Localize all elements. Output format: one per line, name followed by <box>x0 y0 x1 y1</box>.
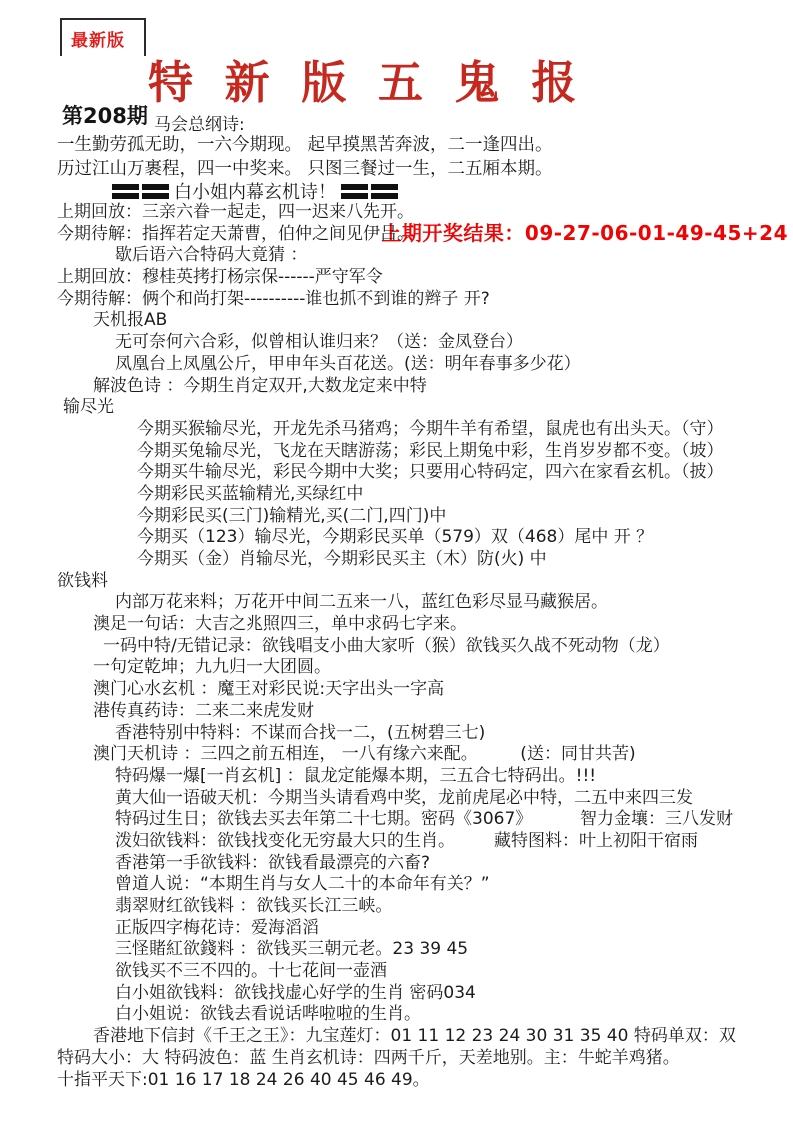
page-title: 特 新 版 五 鬼 报 <box>148 56 585 109</box>
line-text: 天机报AB <box>93 310 168 331</box>
line-text: 内部万花来料；万花开中间二五来一八，蓝红色彩尽显马藏猴居。 <box>115 592 608 613</box>
text-line <box>57 376 788 398</box>
text-line <box>57 961 788 983</box>
line-text: 今期买牛输尽光，彩民今期中大奖；只要用心特码定，四六在家看玄机。（披） <box>137 462 724 483</box>
issue-number: 第208期 <box>62 104 148 128</box>
line-text: 特码过生日；欲钱去买去年第二十七期。密码《3067》 <box>115 809 533 830</box>
text-line <box>57 983 788 1005</box>
line-text: 上期回放：穆桂英拷打杨宗保------严守军令 <box>57 267 383 288</box>
text-line <box>57 874 788 896</box>
line-text: 港传真药诗：二来二来虎发财 <box>93 700 314 721</box>
text-line <box>57 245 788 267</box>
black-bars-icon <box>371 184 398 199</box>
line-text: 一码中特/无错记录：欲钱唱支小曲大家听（猴）欲钱买久战不死动物（龙） <box>103 635 670 656</box>
text-line <box>57 809 788 831</box>
line-text: 黄大仙一语破天机：今期当头请看鸡中奖，龙前虎尾必中特，二五中来四三发 <box>115 787 693 808</box>
text-line <box>57 636 788 658</box>
line-text: 今期买（123）输尽光，今期彩民买单（579）双（468）尾中 开 ？ <box>137 527 654 548</box>
line-text: 香港特别中特料：不谋而合找一二，(五树碧三七) <box>115 722 486 743</box>
line-text: 特码大小：大 特码波色：蓝 生肖玄机诗：四两千斤，天差地别。主：牛蛇羊鸡猪。 <box>57 1047 680 1068</box>
issue-subtitle: 马会总纲诗: <box>154 115 245 135</box>
text-line <box>57 1070 788 1092</box>
text-line <box>57 657 788 679</box>
insider-poem-banner <box>112 178 398 204</box>
text-line <box>57 506 788 528</box>
line-text: 三怪賭紅欲錢料 ：欲钱买三朝元老。23 39 45 <box>115 939 469 960</box>
line-text: 上期回放：三亲六眷一起走，四一迟来八先开。 <box>57 202 414 222</box>
opening-poem <box>57 134 553 181</box>
black-bars-icon <box>142 184 169 199</box>
text-line <box>57 1048 788 1070</box>
line-text: 欲钱买不三不四的。十七花间一壶酒 <box>115 961 387 982</box>
text-line <box>57 766 788 788</box>
line-text: 一句定乾坤；九九归一大团圆。 <box>93 657 331 678</box>
line-text: 无可奈何六合彩，似曾相认谁归来？（送：金凤登台） <box>115 332 523 353</box>
line-text: 香港第一手欲钱料：欲钱看最漂亮的六畜? <box>115 852 431 873</box>
text-line <box>57 527 788 549</box>
text-line <box>57 896 788 918</box>
text-line <box>57 853 788 875</box>
text-line <box>57 723 788 745</box>
text-line <box>57 918 788 940</box>
text-line <box>57 939 788 961</box>
line-text: 白小姐欲钱料：欲钱找虚心好学的生肖 密码034 <box>115 982 476 1003</box>
text-line <box>57 679 788 701</box>
line-text: 澳足一句话：大吉之兆照四三，单中求码七字来。 <box>93 614 467 635</box>
wisdom-gold-note: 智力金壤：三八发财 <box>580 809 733 830</box>
text-line <box>57 224 788 246</box>
line-text: 十指平天下:01 16 17 18 24 26 40 45 46 49。 <box>57 1069 430 1090</box>
line-text: 今期彩民买蓝输精光,买绿红中 <box>137 483 364 504</box>
line-text: 欲钱料 <box>57 570 108 591</box>
line-text: 泼妇欲钱料：欲钱找变化无穷最大只的生肖。 <box>115 830 455 851</box>
black-bars-icon <box>341 184 368 199</box>
text-line <box>57 289 788 311</box>
text-line <box>57 592 788 614</box>
text-line <box>57 332 788 354</box>
line-text: 澳门天机诗 ：三四之前五相连， 一八有缘六来配。 (送：同甘共苦) <box>93 744 636 765</box>
banner-text: 白小姐内幕玄机诗！ <box>174 182 336 203</box>
text-line <box>57 441 788 463</box>
text-line <box>57 267 788 289</box>
line-text: 特码爆一爆[一肖玄机] ：鼠龙定能爆本期，三五合七特码出。!!! <box>115 765 597 786</box>
text-line <box>57 419 788 441</box>
text-line <box>57 571 788 593</box>
poem-line: 一生勤劳孤无助，一六今期现。 起早摸黑苦奔波，二一逢四出。 <box>57 135 553 155</box>
text-line <box>57 1004 788 1026</box>
line-text: 凤凰台上凤凰公斤，甲申年头百花送。(送：明年春事多少花） <box>115 353 581 374</box>
line-text: 澳门心水玄机 ：魔王对彩民说:天字出头一字高 <box>93 679 445 700</box>
text-line <box>57 831 788 853</box>
line-text: 今期买兔输尽光，飞龙在天瞎游荡；彩民上期兔中彩，生肖岁岁都不变。（坡） <box>137 440 724 461</box>
line-text: 解波色诗 ：今期生肖定双开,大数龙定来中特 <box>93 375 427 396</box>
latest-edition-badge <box>60 18 146 56</box>
text-line <box>57 354 788 376</box>
text-line <box>57 744 788 766</box>
line-text: 白小姐说：欲钱去看说话哔啦啦的生肖。 <box>115 1004 421 1025</box>
text-line <box>57 788 788 810</box>
previous-draw-result: 上期开奖结果：09-27-06-01-49-45+24 <box>381 221 788 245</box>
text-line <box>57 310 788 332</box>
text-line <box>57 1026 788 1048</box>
text-line <box>57 202 788 224</box>
line-text: 今期待解：俩个和尚打架----------谁也抓不到谁的辫子 开? <box>57 288 490 309</box>
text-line <box>57 614 788 636</box>
line-text: 今期待解：指挥若定天萧曹，伯仲之间见伊吕。 <box>57 223 414 244</box>
text-line <box>57 462 788 484</box>
line-text: 输尽光 <box>63 397 114 418</box>
line-text: 翡翠财红欲钱料 ：欲钱买长江三峡。 <box>115 896 393 916</box>
line-text: 今期买（金）肖输尽光，今期彩民买主（木）防(火) 中 <box>137 549 547 569</box>
poem-line: 历过江山万裹程，四一中奖来。 只图三餐过一生，二五厢本期。 <box>57 158 553 179</box>
text-line <box>57 549 788 571</box>
line-text: 香港地下信封《千王之王》：九宝莲灯：01 11 12 23 24 30 31 35 40 特码单双：双 <box>93 1026 736 1047</box>
line-text: 正版四字梅花诗：爱海滔滔 <box>115 917 319 938</box>
black-bars-icon <box>112 184 139 199</box>
line-text: 歇后语六合特码大竟猜 ： <box>115 245 308 266</box>
latest-edition-label: 最新版 <box>71 30 125 51</box>
body-lines <box>57 202 788 1091</box>
line-text: 今期买猴输尽光，开龙先杀马猪鸡；今期牛羊有希望，鼠虎也有出头天。（守） <box>137 418 724 439</box>
text-line <box>57 701 788 723</box>
text-line <box>57 397 788 419</box>
line-text: 曾道人说：“本期生肖与女人二十的本命年有关？” <box>115 874 490 895</box>
text-line <box>57 484 788 506</box>
hidden-special-picture-note: 藏特图料：叶上初阳干宿雨 <box>494 830 698 851</box>
line-text: 今期彩民买(三门)输精光,买(二门,四门)中 <box>137 505 447 526</box>
